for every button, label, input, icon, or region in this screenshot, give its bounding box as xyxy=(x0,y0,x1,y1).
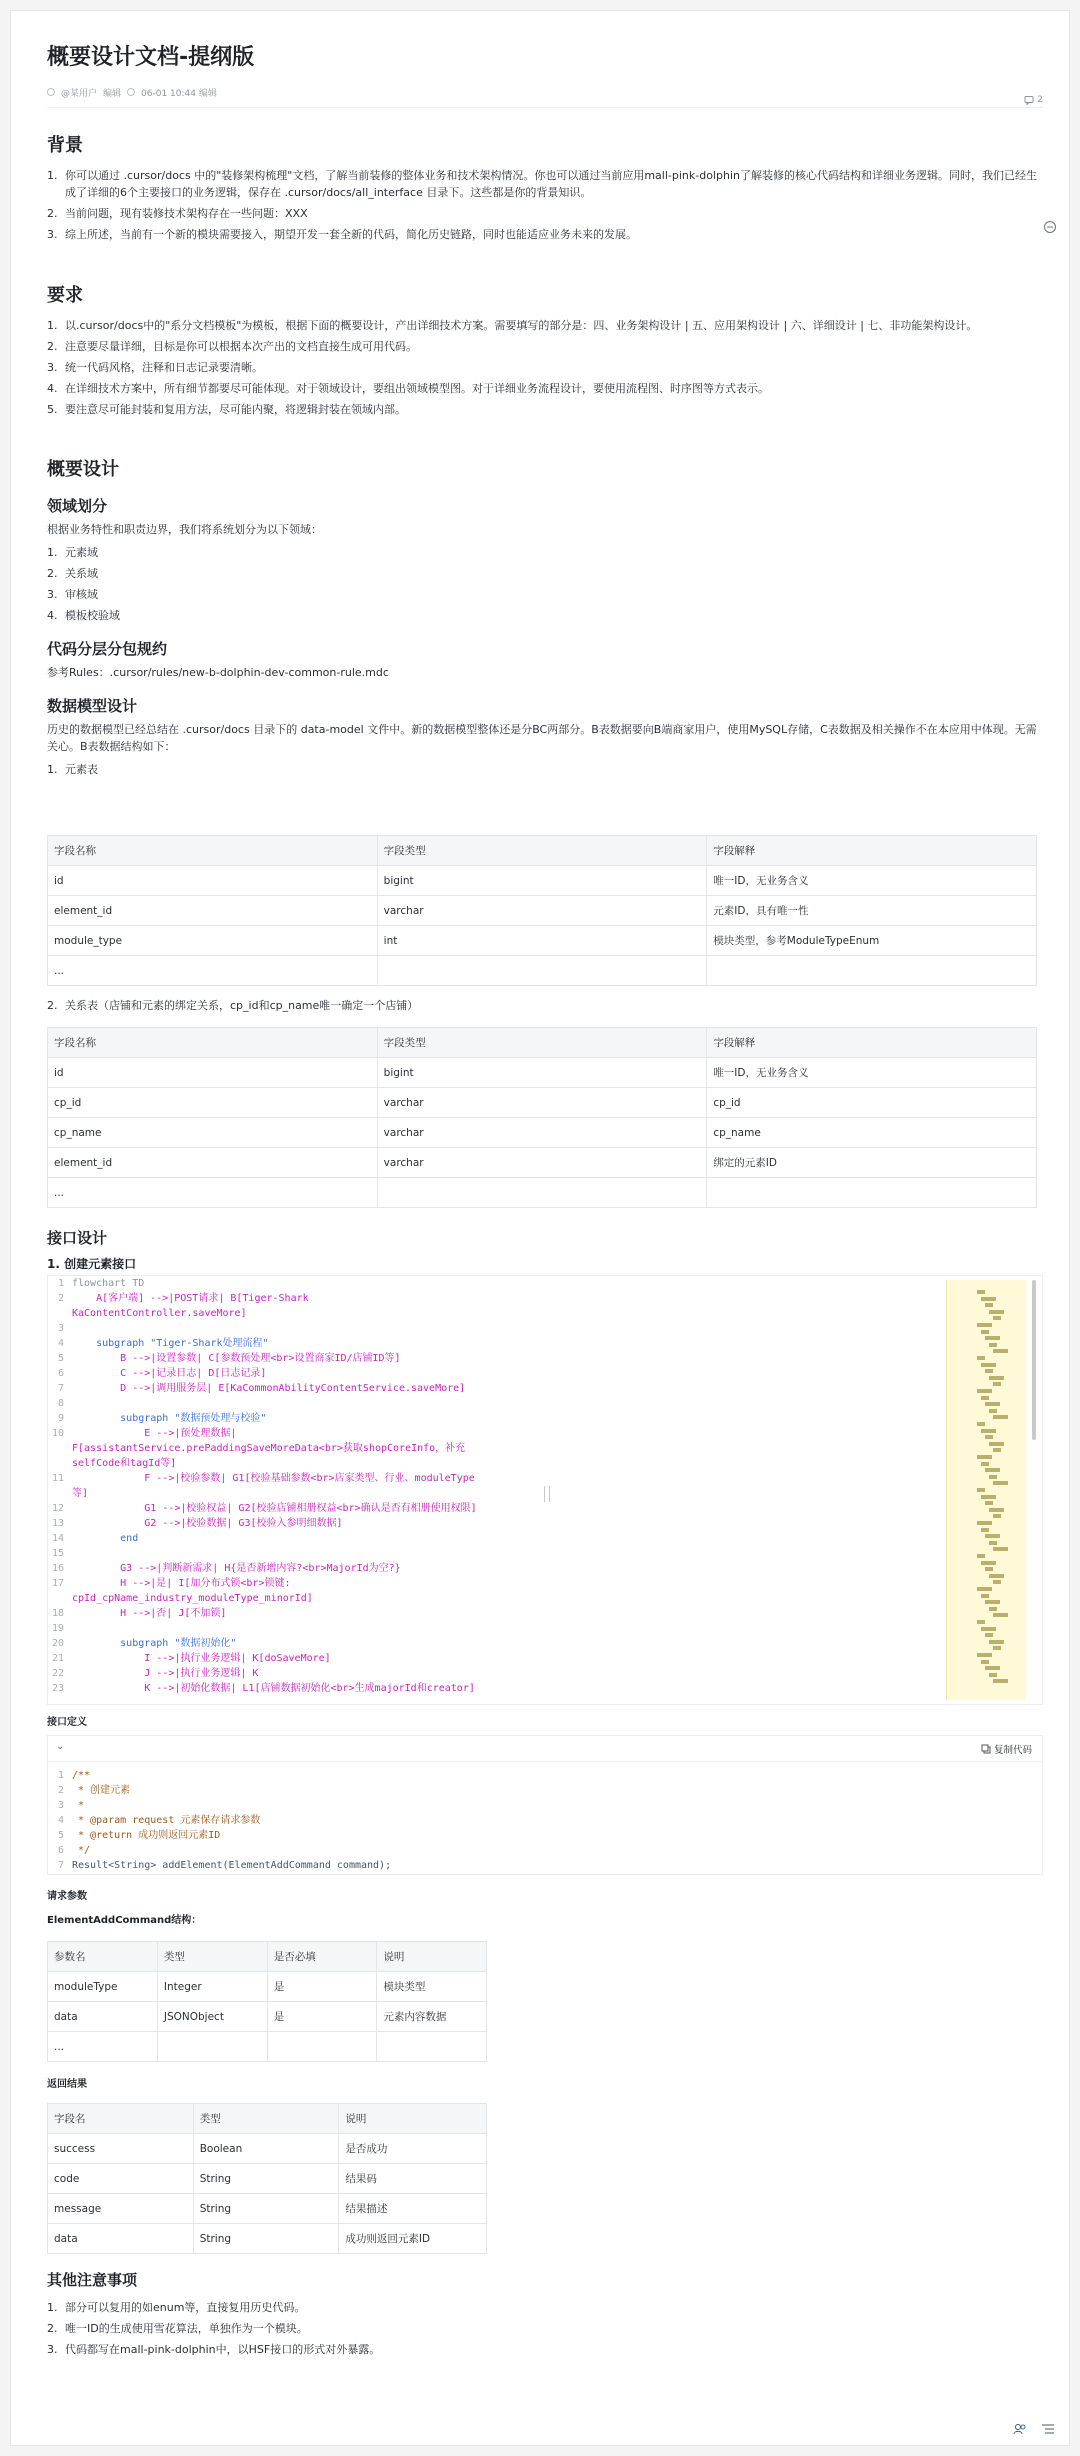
minimap-line xyxy=(981,1495,996,1499)
code-text: subgraph "数据预处理与校验" xyxy=(72,1413,267,1424)
code-line xyxy=(48,1306,477,1321)
minimap-line xyxy=(985,1402,1000,1406)
data-model-heading: 数据模型设计 xyxy=(47,697,138,715)
code-line xyxy=(48,1381,477,1396)
minimap-line xyxy=(981,1660,989,1664)
minimap-line xyxy=(993,1580,1001,1584)
chevron-down-icon[interactable]: ⌄ xyxy=(56,1741,65,1752)
minimap-line xyxy=(989,1310,1004,1314)
table-row: ... xyxy=(48,2032,487,2062)
create-element-heading: 1. 创建元素接口 xyxy=(47,1257,137,1271)
minimap-line xyxy=(985,1435,993,1439)
list-item: 1. 以.cursor/docs中的"系分文档模板"为模板，根据下面的概要设计，产出详细技术方案。需要填写的部分是：四、业务架构设计 | 五、应用架构设计 | 六、详细设计 | 七、非功能架构设计。 xyxy=(47,319,978,332)
table-header: 是否必填 xyxy=(267,1942,377,1972)
list-item: 4. 在详细技术方案中，所有细节都要尽可能体现。对于领域设计，要组出领域模型图。对于详细业务流程设计，要使用流程图、时序图等方式表示。 xyxy=(47,382,769,395)
list-item: 1. 部分可以复用的如enum等，直接复用历史代码。 xyxy=(47,2301,306,2314)
line-number: 6 xyxy=(57,1368,64,1379)
mermaid-code-editor[interactable] xyxy=(47,1275,1043,1705)
minimap-line xyxy=(981,1594,989,1598)
line-number: 22 xyxy=(51,1668,64,1679)
table-header-row xyxy=(48,2104,487,2134)
line-number: 4 xyxy=(57,1815,64,1826)
list-item: 2. 注意要尽量详细，目标是你可以根据本次产出的文档直接生成可用代码。 xyxy=(47,340,417,353)
code-line xyxy=(48,1651,477,1666)
list-item: 1. 元素域 xyxy=(47,546,98,559)
response-table xyxy=(47,2103,487,2254)
line-number: 17 xyxy=(51,1578,64,1589)
interface-code-block[interactable] xyxy=(47,1735,1043,1875)
table-header: 字段解释 xyxy=(707,836,1037,866)
line-number: 20 xyxy=(51,1638,64,1649)
list-item: 5. 要注意尽可能封装和复用方法，尽可能内聚，将逻辑封装在领域内部。 xyxy=(47,403,406,416)
list-item: 1. 元素表 xyxy=(47,763,98,776)
line-number: 18 xyxy=(51,1608,64,1619)
code-minimap[interactable] xyxy=(946,1280,1026,1700)
code-line xyxy=(48,1486,477,1501)
minimap-line xyxy=(989,1607,997,1611)
code-text: B -->|设置参数| C[参数预处理<br>设置商家ID/店铺ID等] xyxy=(72,1353,401,1364)
code-text: flowchart TD xyxy=(72,1278,145,1289)
minimap-line xyxy=(989,1475,997,1479)
minimap-line xyxy=(989,1640,1004,1644)
code-text: subgraph "数据初始化" xyxy=(72,1638,237,1649)
minimap-line xyxy=(985,1336,1000,1340)
table1-caption-list xyxy=(47,761,1043,778)
minimap-line xyxy=(981,1363,996,1367)
minimap-line xyxy=(993,1448,1001,1452)
code-line xyxy=(48,1813,391,1828)
list-item: 3. 代码都写在mall-pink-dolphin中，以HSF接口的形式对外暴露。 xyxy=(47,2343,381,2356)
code-line xyxy=(48,1828,391,1843)
code-line xyxy=(48,1561,477,1576)
minimap-line xyxy=(985,1600,1000,1604)
line-number: 8 xyxy=(57,1398,64,1409)
table-header-row xyxy=(48,1942,487,1972)
code-line xyxy=(48,1426,477,1441)
line-number: 19 xyxy=(51,1623,64,1634)
line-number: 5 xyxy=(57,1353,64,1364)
code-line xyxy=(48,1471,477,1486)
outline-icon[interactable] xyxy=(1041,2423,1055,2435)
comment-counter[interactable] xyxy=(1024,95,1043,105)
code-line xyxy=(48,1858,391,1873)
domain-intro: 根据业务特性和职责边界，我们将系统划分为以下领域： xyxy=(47,523,322,536)
users-icon[interactable] xyxy=(1013,2423,1027,2435)
code-line xyxy=(48,1621,477,1636)
code-text: K -->|初始化数据| L1[店铺数据初始化<br>生成majorId和creator] xyxy=(72,1683,475,1694)
minimap-line xyxy=(985,1303,993,1307)
line-number: 23 xyxy=(51,1683,64,1694)
minimap-line xyxy=(993,1415,1008,1419)
table-header: 类型 xyxy=(193,2104,339,2134)
minimap-line xyxy=(985,1567,993,1571)
table-header: 说明 xyxy=(377,1942,487,1972)
code-line xyxy=(48,1276,477,1291)
minimap-line xyxy=(985,1468,1000,1472)
table-row: module_type int 模块类型，参考ModuleTypeEnum xyxy=(48,926,1037,956)
code-line xyxy=(48,1516,477,1531)
minimap-line xyxy=(989,1409,997,1413)
request-params-heading: 请求参数 xyxy=(47,1891,87,1902)
table-header-row xyxy=(48,836,1037,866)
requirements-heading: 要求 xyxy=(47,285,83,306)
code-line xyxy=(48,1606,477,1621)
table-header-row xyxy=(48,1028,1037,1058)
code-text: G3 -->|判断新需求| H{是否新增内容?<br>MajorId为空?} xyxy=(72,1563,401,1574)
code-line xyxy=(48,1366,477,1381)
list-item: 4. 模板校验域 xyxy=(47,609,120,622)
scrollbar-thumb[interactable] xyxy=(1032,1280,1036,1440)
code-text: D -->|调用服务层| E[KaCommonAbilityContentService.saveMore] xyxy=(72,1383,466,1394)
code-rule-heading: 代码分层分包规约 xyxy=(47,640,168,658)
domain-list xyxy=(47,544,1043,624)
code-text: F -->|校验参数| G1[校验基础参数<br>店家类型、行业、moduleType xyxy=(72,1473,475,1484)
table-row: element_id varchar 元素ID，具有唯一性 xyxy=(48,896,1037,926)
line-number: 3 xyxy=(57,1800,64,1811)
background-heading: 背景 xyxy=(47,135,83,156)
table-row: message String 结果描述 xyxy=(48,2194,487,2224)
minimap-line xyxy=(989,1376,1004,1380)
requirements-list xyxy=(47,317,1043,418)
table-header: 字段名 xyxy=(48,2104,194,2134)
code-line xyxy=(48,1783,391,1798)
table-row: cp_id varchar cp_id xyxy=(48,1088,1037,1118)
list-item: 2. 当前问题，现有装修技术架构存在一些问题：XXX xyxy=(47,207,308,220)
code-block-toolbar xyxy=(48,1736,1042,1762)
list-item: 2. 关系域 xyxy=(47,567,98,580)
background-list xyxy=(47,167,1043,243)
table-header: 字段名称 xyxy=(48,836,378,866)
minimap-line xyxy=(981,1528,989,1532)
code-text: A[客户端] -->|POST请求| B[Tiger-Shark xyxy=(72,1293,309,1304)
table-row: element_id varchar 绑定的元素ID xyxy=(48,1148,1037,1178)
table2-caption-list xyxy=(47,997,1043,1014)
table-header: 类型 xyxy=(157,1942,267,1972)
line-number: 16 xyxy=(51,1563,64,1574)
minimap-line xyxy=(977,1653,992,1657)
notes-list xyxy=(47,2299,1043,2358)
minimap-line xyxy=(985,1501,993,1505)
page-title: 概要设计文档-提纲版 xyxy=(47,45,255,70)
list-item: 3. 统一代码风格，注释和日志记录要清晰。 xyxy=(47,361,263,374)
author-action: 编辑 xyxy=(103,88,122,99)
minimap-line xyxy=(989,1442,1004,1446)
line-number: 13 xyxy=(51,1518,64,1529)
minimap-line xyxy=(977,1389,992,1393)
code-line xyxy=(48,1336,477,1351)
interface-heading: 接口设计 xyxy=(47,1229,108,1247)
minimap-line xyxy=(977,1488,985,1492)
minimap-line xyxy=(981,1330,989,1334)
code-text: 等] xyxy=(72,1488,89,1499)
line-number: 2 xyxy=(57,1293,64,1304)
code-text: H -->|是| I[加分布式锁<br>锁键: xyxy=(72,1578,291,1589)
minimap-line xyxy=(985,1534,1000,1538)
line-number: 21 xyxy=(51,1653,64,1664)
code-text: subgraph "Tiger-Shark处理流程" xyxy=(72,1338,269,1349)
minimap-line xyxy=(977,1587,992,1591)
minimap-line xyxy=(993,1547,1008,1551)
minimap-line xyxy=(977,1323,992,1327)
comment-icon xyxy=(1024,95,1034,105)
line-number: 3 xyxy=(57,1323,64,1334)
document-content xyxy=(47,41,1043,2356)
line-number: 10 xyxy=(51,1428,64,1439)
edit-time: 06-01 10:44 编辑 xyxy=(141,88,217,99)
minimap-line xyxy=(993,1481,1008,1485)
table-header: 字段类型 xyxy=(377,836,707,866)
minimap-line xyxy=(989,1508,1004,1512)
line-number: 1 xyxy=(57,1278,64,1289)
minimap-line xyxy=(993,1349,1008,1353)
minimap-line xyxy=(977,1290,985,1294)
minimap-line xyxy=(981,1561,996,1565)
code-line xyxy=(48,1396,477,1411)
overview-heading: 概要设计 xyxy=(47,459,119,480)
list-item: 3. 综上所述，当前有一个新的模块需要接入，期望开发一套全新的代码，简化历史链路，同时也能适应业务未来的发展。 xyxy=(47,228,637,241)
notes-heading: 其他注意事项 xyxy=(47,2271,138,2289)
code-line xyxy=(48,1546,477,1561)
request-params-table xyxy=(47,1941,487,2062)
line-number: 6 xyxy=(57,1845,64,1856)
minimap-line xyxy=(977,1620,985,1624)
comment-float-button[interactable] xyxy=(1043,219,1057,233)
code-text: I -->|执行业务逻辑| K[doSaveMore] xyxy=(72,1653,331,1664)
line-number: 7 xyxy=(57,1860,64,1871)
table-row: id bigint 唯一ID，无业务含义 xyxy=(48,1058,1037,1088)
code-text: J -->|执行业务逻辑| K xyxy=(72,1668,259,1679)
list-item: 3. 审核域 xyxy=(47,588,98,601)
domain-heading: 领域划分 xyxy=(47,497,108,515)
table-header: 参数名 xyxy=(48,1942,158,1972)
line-number: 14 xyxy=(51,1533,64,1544)
minimap-line xyxy=(989,1673,997,1677)
minimap-line xyxy=(989,1574,1004,1578)
minimap-line xyxy=(985,1369,993,1373)
code-text: H -->|否| J[不加锁] xyxy=(72,1608,227,1619)
code-line xyxy=(48,1681,477,1696)
minimap-line xyxy=(989,1343,997,1347)
minimap-line xyxy=(977,1521,992,1525)
code-line xyxy=(48,1501,477,1516)
table-header: 字段名称 xyxy=(48,1028,378,1058)
title-divider xyxy=(47,107,1043,108)
author-name[interactable]: @某用户 xyxy=(61,88,98,99)
user-icon xyxy=(47,88,55,96)
code-text: * @param request 元素保存请求参数 xyxy=(72,1815,261,1826)
line-number: 12 xyxy=(51,1503,64,1514)
minimap-line xyxy=(993,1316,1001,1320)
code-text: F[assistantService.prePaddingSaveMoreData<br>获取shopCoreInfo，补充 xyxy=(72,1443,466,1454)
code-line xyxy=(48,1798,391,1813)
line-number: 7 xyxy=(57,1383,64,1394)
list-item: 2. 关系表（店铺和元素的绑定关系，cp_id和cp_name唯一确定一个店铺） xyxy=(47,999,419,1012)
table-row: success Boolean 是否成功 xyxy=(48,2134,487,2164)
minimap-line xyxy=(981,1297,996,1301)
minimap-line xyxy=(977,1356,985,1360)
list-item: 2. 唯一ID的生成使用雪花算法，单独作为一个模块。 xyxy=(47,2322,308,2335)
clock-icon xyxy=(127,88,135,96)
table-row: data JSONObject 是 元素内容数据 xyxy=(48,2002,487,2032)
copy-icon xyxy=(981,1744,991,1754)
minimap-line xyxy=(985,1666,1000,1670)
document-page xyxy=(10,10,1070,2446)
code-text: */ xyxy=(72,1845,91,1856)
code-line xyxy=(48,1576,477,1591)
code-text: cpId_cpName_industry_moduleType_minorId] xyxy=(72,1593,313,1604)
minimap-line xyxy=(993,1679,1008,1683)
mermaid-code xyxy=(48,1276,477,1696)
code-text: G1 -->|校验权益| G2[校验店铺相册权益<br>确认是否有相册使用权限] xyxy=(72,1503,477,1514)
comment-count: 2 xyxy=(1037,95,1043,105)
table-row: id bigint 唯一ID，无业务含义 xyxy=(48,866,1037,896)
code-text: end xyxy=(72,1533,139,1544)
table-header: 说明 xyxy=(339,2104,487,2134)
minimap-line xyxy=(981,1462,989,1466)
code-line xyxy=(48,1531,477,1546)
resize-handle[interactable] xyxy=(544,1486,550,1502)
code-line xyxy=(48,1843,391,1858)
minimap-line xyxy=(993,1382,1001,1386)
minimap-line xyxy=(977,1554,985,1558)
line-number: 11 xyxy=(51,1473,64,1484)
minimap-line xyxy=(989,1541,997,1545)
interface-def-heading: 接口定义 xyxy=(47,1717,87,1728)
table-row: ... xyxy=(48,1178,1037,1208)
relation-table xyxy=(47,1027,1037,1208)
code-line xyxy=(48,1351,477,1366)
minimap-line xyxy=(993,1646,1001,1650)
minimap-line xyxy=(993,1613,1008,1617)
chat-icon xyxy=(1043,220,1057,234)
doc-meta xyxy=(47,85,1043,99)
code-line xyxy=(48,1591,477,1606)
requirements-section xyxy=(47,283,1043,418)
interface-code xyxy=(48,1768,391,1873)
minimap-line xyxy=(977,1422,985,1426)
code-line xyxy=(48,1291,477,1306)
table-row: data String 成功则返回元素ID xyxy=(48,2224,487,2254)
code-line xyxy=(48,1321,477,1336)
table-header: 字段解释 xyxy=(707,1028,1037,1058)
line-number: 1 xyxy=(57,1770,64,1781)
line-number: 5 xyxy=(57,1830,64,1841)
code-text: KaContentController.saveMore] xyxy=(72,1308,247,1319)
response-heading: 返回结果 xyxy=(47,2079,87,2090)
code-text: G2 -->|校验数据| G3[校验入参明细数据] xyxy=(72,1518,343,1529)
list-item: 1. 你可以通过 .cursor/docs 中的"装修架构梳理"文档，了解当前装修的整体业务和技术架构情况。你也可以通过当前应用mall-pink-dolphin了解装修的核心代码结构和详细业务逻辑。同时，我们已经生成了详细的6个主要接口的业务逻辑，保存在 .cursor/docs/all_interface 目录下。这些都是你的背景知识。 xyxy=(47,169,1037,199)
copy-code-button[interactable]: 复制代码 xyxy=(981,1742,1032,1756)
code-text: E -->|预处理数据| xyxy=(72,1428,237,1439)
overview-section xyxy=(47,457,1043,778)
line-number: 15 xyxy=(51,1548,64,1559)
table-row: cp_name varchar cp_name xyxy=(48,1118,1037,1148)
code-line xyxy=(48,1636,477,1651)
code-text: * xyxy=(72,1800,85,1811)
code-text: selfCode和tagId等] xyxy=(72,1458,177,1469)
code-text: * 创建元素 xyxy=(72,1785,131,1796)
code-line xyxy=(48,1666,477,1681)
minimap-line xyxy=(977,1455,992,1459)
background-section xyxy=(47,133,1043,243)
code-rule-text: 参考Rules：.cursor/rules/new-b-dolphin-dev-common-rule.mdc xyxy=(47,666,389,679)
table-header: 字段类型 xyxy=(377,1028,707,1058)
minimap-line xyxy=(993,1514,1001,1518)
minimap-line xyxy=(981,1396,989,1400)
request-struct-heading: ElementAddCommand结构： xyxy=(47,1915,202,1926)
code-text: * @return 成功则返回元素ID xyxy=(72,1830,221,1841)
minimap-line xyxy=(981,1627,996,1631)
code-text: C -->|记录日志| D[日志记录] xyxy=(72,1368,267,1379)
table-row: ... xyxy=(48,956,1037,986)
minimap-line xyxy=(985,1633,993,1637)
code-line xyxy=(48,1411,477,1426)
table-row: moduleType Integer 是 模块类型 xyxy=(48,1972,487,2002)
minimap-line xyxy=(981,1429,996,1433)
code-line xyxy=(48,1441,477,1456)
element-table xyxy=(47,835,1037,986)
line-number: 2 xyxy=(57,1785,64,1796)
table-row: code String 结果码 xyxy=(48,2164,487,2194)
code-line xyxy=(48,1456,477,1471)
line-number: 9 xyxy=(57,1413,64,1424)
code-text: Result<String> addElement(ElementAddCommand command); xyxy=(72,1860,392,1871)
bottom-toolbar xyxy=(1013,2423,1055,2435)
data-model-text: 历史的数据模型已经总结在 .cursor/docs 目录下的 data-model 文件中。新的数据模型整体还是分BC两部分。B表数据要向B端商家用户，使用MySQL存储，C表数据及相关操作不在本应用中体现。无需关心。B表数据结构如下： xyxy=(47,723,1037,753)
line-number: 4 xyxy=(57,1338,64,1349)
code-text: /** xyxy=(72,1770,91,1781)
code-line xyxy=(48,1768,391,1783)
